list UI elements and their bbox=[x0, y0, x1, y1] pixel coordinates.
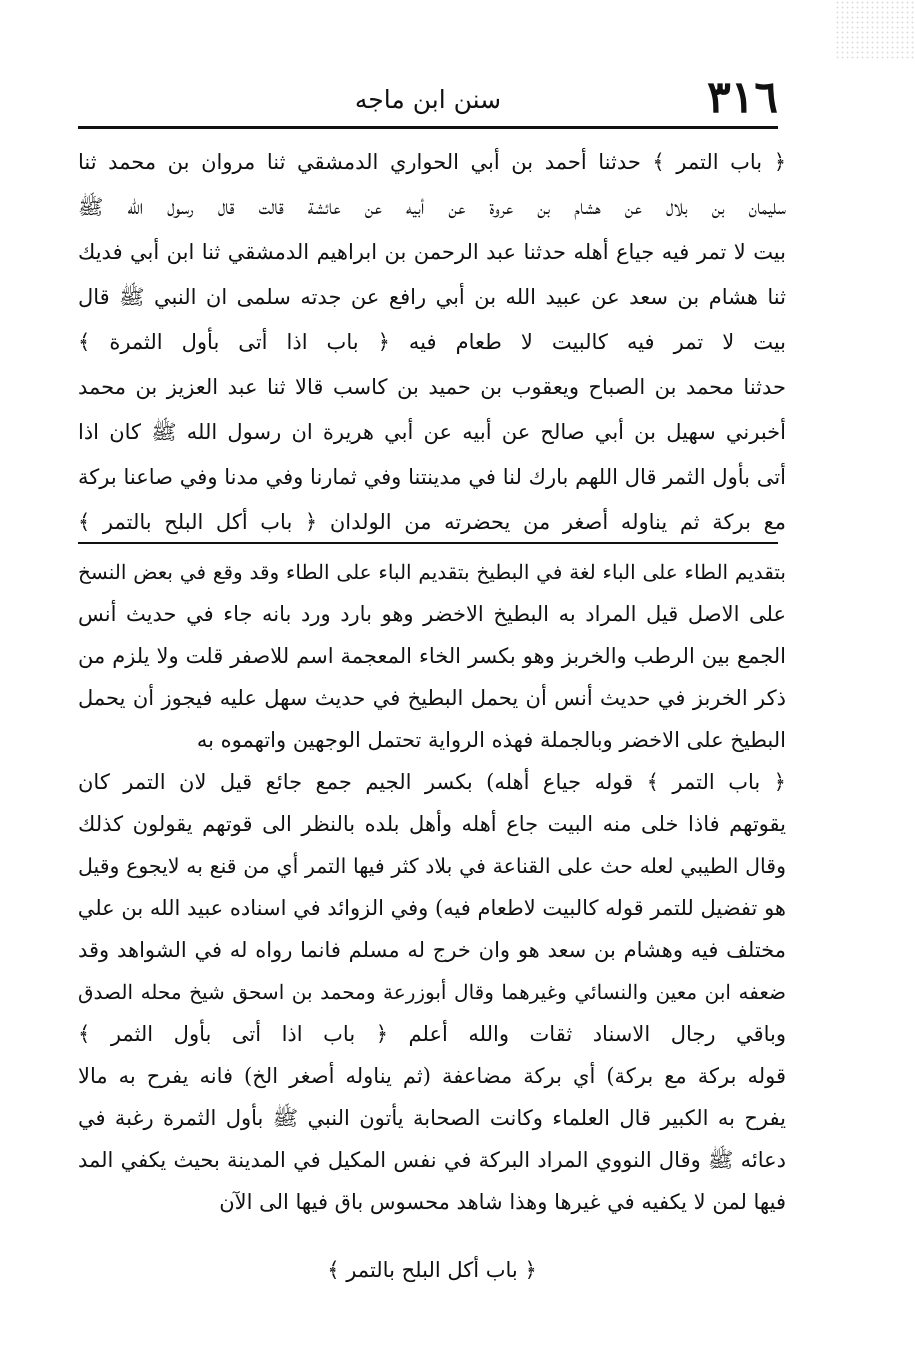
final-heading-block bbox=[78, 1248, 786, 1296]
hadith-text bbox=[78, 140, 786, 540]
commentary-line: البطيخ على الاخضر وبالجملة فهذه الرواية تحتمل الوجهين واتهموه به bbox=[196, 728, 786, 752]
commentary-line: هو تفضيل للتمر قوله كالبيت لاطعام فيه) وفي الزوائد في اسناده عبيد الله بن علي bbox=[78, 896, 786, 920]
commentary-line: يقوتهم فاذا خلى منه البيت جاع أهله وأهل بلده بالنظر الى قوتهم يقولون كذلك bbox=[78, 812, 786, 836]
hadith-line: سليمان بن بلال عن هشام بن عروة عن أبيه عن عائشة قالت قال رسول الله ﷺ bbox=[78, 195, 786, 219]
hadith-line: ثنا هشام بن سعد عن عبيد الله بن أبي رافع عن جدته سلمى ان النبي ﷺ قال bbox=[78, 285, 786, 309]
running-title: سنن ابن ماجه bbox=[354, 85, 502, 114]
hadith-line: أتى بأول الثمر قال اللهم بارك لنا في مدينتنا وفي ثمارنا وفي مدنا وفي صاعنا بركة bbox=[78, 465, 786, 489]
commentary-line: دعائه ﷺ وقال النووي المراد البركة في نفس المكيل في المدينة بحيث يكفي المد bbox=[78, 1148, 786, 1172]
section-divider bbox=[78, 542, 778, 544]
chapter-heading: ﴿ باب أكل البلح بالتمر ﴾ bbox=[327, 1258, 537, 1282]
hadith-line: مع بركة ثم يناوله أصغر من يحضرته من الولدان ﴿ باب أكل البلح بالتمر ﴾ bbox=[78, 510, 786, 534]
commentary-line: مختلف فيه وهشام بن سعد هو وان خرج له مسلم فانما رواه له في الشواهد وقد bbox=[78, 938, 786, 962]
hadith-line: ﴿ باب التمر ﴾ حدثنا أحمد بن أبي الحواري الدمشقي ثنا مروان بن محمد ثنا bbox=[78, 150, 786, 174]
commentary-line: وباقي رجال الاسناد ثقات والله أعلم ﴿ باب اذا أتى بأول الثمر ﴾ bbox=[78, 1022, 786, 1046]
page-header bbox=[78, 70, 778, 125]
hadith-line: أخبرني سهيل بن أبي صالح عن أبيه عن أبي هريرة ان رسول الله ﷺ كان اذا bbox=[78, 420, 786, 444]
commentary-line: وقال الطيبي لعله حث على القناعة في بلاد كثر فيها التمر أي من قنع به لايجوع وقيل bbox=[78, 854, 786, 878]
hadith-line: بيت لا تمر فيه جياع أهله حدثنا عبد الرحمن بن ابراهيم الدمشقي ثنا ابن أبي فديك bbox=[78, 240, 786, 264]
commentary-line: بتقديم الطاء على الباء لغة في البطيخ بتقديم الباء على الطاء وقد وقع في بعض النسخ bbox=[78, 560, 786, 584]
commentary-line: ﴿ باب التمر ﴾ قوله جياع أهله) بكسر الجيم جمع جائع قيل لان التمر كان bbox=[78, 770, 786, 794]
commentary-line: ذكر الخربز في حديث أنس أن يحمل البطيخ في حديث سهل عليه فيجوز أن يحمل bbox=[78, 686, 786, 710]
commentary-line: قوله بركة مع بركة) أي بركة مضاعفة (ثم يناوله أصغر الخ) فانه يفرح به مالا bbox=[78, 1064, 786, 1088]
scan-noise bbox=[835, 0, 915, 60]
commentary-line: فيها لمن لا يكفيه في غيرها وهذا شاهد محسوس باق فيها الى الآن bbox=[219, 1190, 786, 1214]
hadith-line: حدثنا محمد بن الصباح ويعقوب بن حميد بن كاسب قالا ثنا عبد العزيز بن محمد bbox=[78, 375, 786, 399]
commentary-line: الجمع بين الرطب والخربز وهو بكسر الخاء المعجمة اسم للاصفر قلت ولا يلزم من bbox=[78, 644, 786, 668]
hadith-line: بيت لا تمر فيه كالبيت لا طعام فيه ﴿ باب اذا أتى بأول الثمرة ﴾ bbox=[78, 330, 786, 354]
commentary-line: يفرح به الكبير قال العلماء وكانت الصحابة يأتون النبي ﷺ بأول الثمرة رغبة في bbox=[78, 1106, 786, 1130]
page-number: ٣١٦ bbox=[707, 72, 778, 123]
header-rule bbox=[78, 126, 778, 129]
commentary-line: على الاصل قيل المراد به البطيخ الاخضر وهو بارد ورد بانه جاء في حديث أنس bbox=[78, 602, 786, 626]
commentary-text bbox=[78, 550, 786, 1250]
commentary-line: ضعفه ابن معين والنسائي وغيرهما وقال أبوزرعة ومحمد بن اسحق شيخ محله الصدق bbox=[78, 980, 786, 1004]
